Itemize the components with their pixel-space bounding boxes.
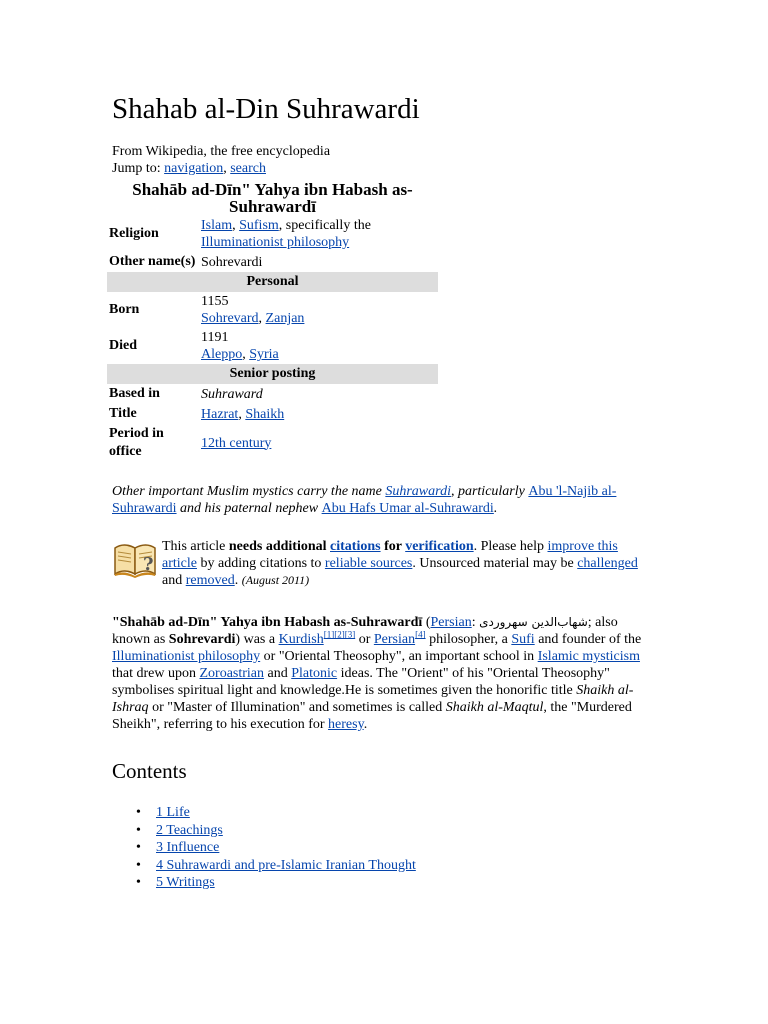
infobox-caption: Shahāb ad-Dīn" Yahya ibn Habash as-Suhrawardī <box>132 180 413 216</box>
svg-text:?: ? <box>143 554 154 575</box>
jump-search-link[interactable]: search <box>230 161 266 176</box>
notice-text: . <box>234 573 242 588</box>
other-names-value: Sohrevardi <box>201 254 263 270</box>
infobox-row-died <box>107 328 438 364</box>
notice-text: . Please help <box>473 539 548 554</box>
table-of-contents <box>136 804 652 892</box>
zanjan-link[interactable]: Zanjan <box>265 311 305 326</box>
site-sub <box>112 143 652 177</box>
toc-link-teachings[interactable]: 2 Teachings <box>156 822 223 838</box>
jump-prefix: Jump to: <box>112 161 165 176</box>
born-sep: , <box>258 311 266 326</box>
religion-label: Religion <box>109 226 159 241</box>
improve-article-link[interactable]: improve this article <box>162 539 618 571</box>
platonic-link[interactable]: Platonic <box>291 666 338 681</box>
lead-text: that drew upon <box>112 666 200 681</box>
lead-text: and <box>264 666 292 681</box>
challenged-link[interactable]: challenged <box>577 556 638 571</box>
notice-text: by adding citations to <box>196 556 325 571</box>
toc-link-influence[interactable]: 3 Influence <box>156 840 220 856</box>
citation-4[interactable]: [4] <box>415 629 426 640</box>
infobox-row-born <box>107 292 438 328</box>
bullet: • <box>136 857 141 873</box>
hatnote <box>112 483 652 517</box>
senior-header: Senior posting <box>107 364 438 384</box>
personal-header: Personal <box>107 272 438 292</box>
toc-item <box>136 822 652 840</box>
citation-notice-text <box>162 538 652 589</box>
page-title: Shahab al-Din Suhrawardi <box>112 93 420 125</box>
lead-text: ; also known as <box>112 615 618 647</box>
based-value: Suhraward <box>201 386 263 402</box>
abu-hafs-link[interactable]: Abu Hafs Umar al-Suhrawardi <box>321 501 494 516</box>
abu-najib-link[interactable]: Abu 'l-Najib al-Suhrawardi <box>112 484 617 516</box>
infobox-row-period <box>107 424 438 462</box>
persian-link[interactable]: Persian <box>373 632 416 647</box>
aleppo-link[interactable]: Aleppo <box>201 347 243 362</box>
infobox-row-title <box>107 404 438 424</box>
reliable-sources-link[interactable]: reliable sources <box>324 556 413 571</box>
notice-text: and <box>162 573 186 588</box>
title-label: Title <box>109 406 137 421</box>
contents-heading: Contents <box>112 759 187 783</box>
lead-text: philosopher, a <box>425 632 512 647</box>
bullet: • <box>136 805 141 820</box>
lead-bold-alias: Sohrevardi <box>168 632 236 647</box>
citations-link[interactable]: citations <box>330 539 381 554</box>
infobox <box>107 180 438 462</box>
lead-text: ideas. The "Orient" of his "Oriental Theosophy" symbolises spiritual light and knowledge.He is sometimes given the honorific title <box>112 666 610 698</box>
lead-italic: Shaikh al-Ishraq <box>112 683 634 715</box>
lead-text: or <box>355 632 374 647</box>
persian-language-link[interactable]: Persian <box>430 615 472 630</box>
verification-link[interactable]: verification <box>405 539 474 554</box>
sufism-link[interactable]: Sufism <box>239 218 279 233</box>
lead-text: : <box>471 615 480 630</box>
12th-century-link[interactable]: 12th century <box>201 435 272 451</box>
toc-item <box>136 839 652 857</box>
infobox-section-personal <box>107 272 438 292</box>
illuminationist-philosophy-link[interactable]: Illuminationist philosophy <box>112 649 261 664</box>
notice-text: This article <box>162 539 229 554</box>
lead-text: , the "Murdered Sheikh", referring to his execution for <box>112 700 632 732</box>
hazrat-link[interactable]: Hazrat <box>201 406 239 422</box>
lead-italic: Shaikh al-Maqtul <box>445 700 544 715</box>
sufi-link[interactable]: Sufi <box>511 632 535 647</box>
period-label: Period in office <box>109 426 164 459</box>
lead-text: or "Master of Illumination" and sometimes is called <box>148 700 446 715</box>
jump-sep: , <box>223 161 231 176</box>
syria-link[interactable]: Syria <box>249 347 279 362</box>
lead-text: and founder of the <box>534 632 642 647</box>
suhrawardi-link[interactable]: Suhrawardi <box>385 484 451 499</box>
bullet: • <box>136 840 141 856</box>
other-names-label: Other name(s) <box>109 254 196 269</box>
lead-text: or "Oriental Theosophy", an important school in <box>260 649 538 664</box>
sohrevard-link[interactable]: Sohrevard <box>201 311 259 326</box>
bullet: • <box>136 875 141 891</box>
lead-text: ) was a <box>235 632 279 647</box>
toc-item <box>136 804 652 822</box>
shaikh-link[interactable]: Shaikh <box>245 406 285 422</box>
hatnote-text: and his paternal nephew <box>176 501 322 516</box>
infobox-row-religion <box>107 216 438 252</box>
toc-item <box>136 874 652 892</box>
arabic-name: شهاب‌الدین سهروردی <box>479 615 588 629</box>
toc-item <box>136 857 652 875</box>
died-label: Died <box>109 338 137 353</box>
died-year: 1191 <box>201 330 229 345</box>
lead-paragraph <box>112 614 652 733</box>
book-question-icon <box>112 538 158 578</box>
hatnote-text: . <box>493 501 498 516</box>
died-value <box>199 328 438 364</box>
period-value <box>199 424 438 462</box>
jump-to <box>112 160 652 177</box>
from-wikipedia: From Wikipedia, the free encyclopedia <box>112 144 331 159</box>
born-label: Born <box>109 302 140 317</box>
kurdish-link[interactable]: Kurdish <box>278 632 324 647</box>
toc-link-life[interactable]: 1 Life <box>156 805 190 820</box>
notice-text: . Unsourced material may be <box>412 556 578 571</box>
hatnote-text: Other important Muslim mystics carry the name <box>112 484 386 499</box>
infobox-section-senior <box>107 364 438 384</box>
infobox-row-based <box>107 384 438 404</box>
citation-notice <box>112 538 652 589</box>
zoroastrian-link[interactable]: Zoroastrian <box>199 666 265 681</box>
born-year: 1155 <box>201 294 229 309</box>
islamic-mysticism-link[interactable]: Islamic mysticism <box>537 649 640 664</box>
died-sep: , <box>242 347 250 362</box>
notice-date: (August 2011) <box>241 573 310 587</box>
bullet: • <box>136 822 141 838</box>
religion-text: , specifically the <box>278 218 371 233</box>
lead-text: . <box>363 717 368 732</box>
notice-bold: for <box>380 539 406 554</box>
islam-link[interactable]: Islam <box>201 218 233 233</box>
based-label: Based in <box>109 386 160 401</box>
citation-1-2-3[interactable]: [1][2][3] <box>323 629 356 640</box>
article <box>109 90 652 892</box>
hatnote-text: , particularly <box>450 484 529 499</box>
notice-bold: needs additional <box>228 539 331 554</box>
lead-bold-name: "Shahāb ad-Dīn" Yahya ibn Habash as-Suhrawardī <box>112 615 423 630</box>
title-value <box>199 404 438 424</box>
born-value <box>199 292 438 328</box>
jump-navigation-link[interactable]: navigation <box>164 161 224 176</box>
infobox-row-other-names <box>107 252 438 272</box>
religion-sep: , <box>232 218 240 233</box>
toc-link-pre-islamic[interactable]: 4 Suhrawardi and pre-Islamic Iranian Thought <box>156 857 416 873</box>
religion-value <box>199 216 438 252</box>
removed-link[interactable]: removed <box>185 573 235 588</box>
lead-text: ( <box>422 615 431 630</box>
heresy-link[interactable]: heresy <box>328 717 364 732</box>
title-sep: , <box>238 406 246 422</box>
toc-link-writings[interactable]: 5 Writings <box>156 875 215 891</box>
illuminationist-link[interactable]: Illuminationist philosophy <box>201 235 350 250</box>
